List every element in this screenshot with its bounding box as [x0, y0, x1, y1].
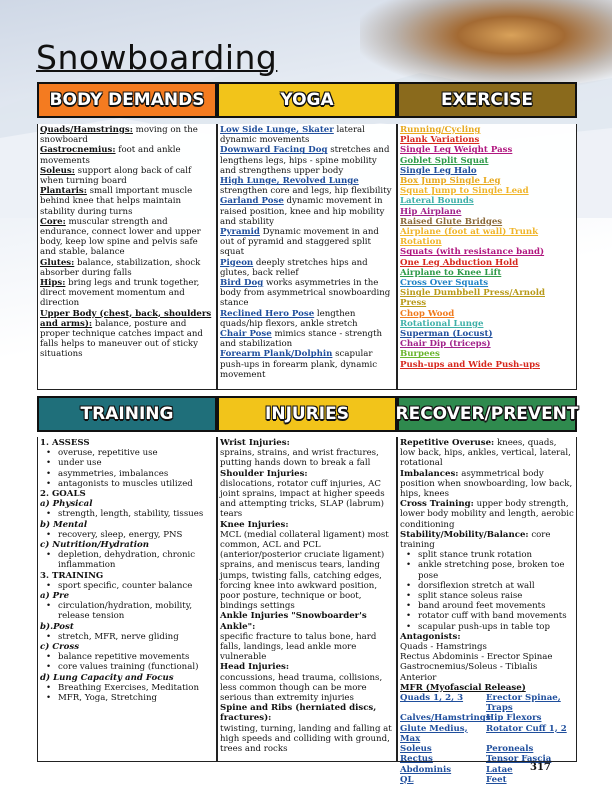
- list-item: • stretch, MFR, nerve gliding: [40, 632, 214, 642]
- injury-heading: Shoulder Injuries:: [220, 468, 308, 479]
- body-demand-item: [40, 145, 214, 165]
- antagonist-pair: Gastrocnemius/Soleus - Tibialis Anterior: [400, 662, 538, 683]
- body-demand-item: [40, 166, 214, 186]
- yoga-item: [220, 227, 394, 258]
- list-item: • split stance soleus raise: [400, 591, 574, 601]
- imbalance-heading: Imbalances:: [400, 468, 459, 479]
- muscle-desc: bring legs and trunk together, direct movement momentum and direction: [40, 278, 200, 309]
- exercise-link[interactable]: One Leg Abduction Hold: [400, 257, 519, 268]
- mfr-link[interactable]: Hip Flexors: [486, 713, 542, 724]
- mental-title: b) Mental: [40, 519, 88, 530]
- page-number: 317: [530, 762, 551, 773]
- body-demand-item: [40, 125, 214, 145]
- exercise-link[interactable]: Box Jump Single Leg: [400, 176, 501, 187]
- yoga-pose-link[interactable]: High Lunge, Revolved Lunge: [220, 176, 359, 187]
- exercise-link[interactable]: Cross Over Squats: [400, 278, 489, 289]
- list-item: • strength, length, stability, tissues: [40, 509, 214, 519]
- yoga-pose-link[interactable]: Garland Pose: [220, 196, 284, 207]
- list-item: • MFR, Yoga, Stretching: [40, 693, 214, 703]
- muscle-term: Gastrocnemius:: [40, 145, 116, 156]
- imbalance-block: [400, 469, 574, 500]
- stability-block: [400, 530, 574, 550]
- mfr-link[interactable]: QL: [400, 774, 414, 785]
- mental-list: [40, 530, 214, 540]
- list-item: • band around feet movements: [400, 601, 574, 611]
- mfr-link[interactable]: Rectus Abdominis: [400, 754, 452, 775]
- muscle-term: Hips:: [40, 278, 66, 289]
- body-demand-item: [40, 186, 214, 217]
- exercise-link[interactable]: Superman (Locust): [400, 329, 493, 340]
- exercise-link[interactable]: Squat Jump to Single Lead: [400, 186, 529, 197]
- muscle-term: Plantaris:: [40, 186, 87, 197]
- yoga-item: [220, 196, 394, 227]
- exercise-link[interactable]: Raised Glute Bridges: [400, 216, 503, 227]
- overuse-block: [400, 438, 574, 469]
- yoga-desc: strengthen core and legs, hip flexibility: [220, 186, 392, 197]
- assess-list: [40, 448, 214, 489]
- yoga-desc: scapular push-ups in forearm plank, dynamic movement: [220, 349, 378, 380]
- exercise-link[interactable]: Plank Variations: [400, 135, 480, 146]
- list-item: • under use: [40, 458, 214, 468]
- overuse-desc: knees, quads, low back, hips, ankles, vertical, lateral, rotational: [400, 438, 571, 469]
- exercise-link[interactable]: Airplane (foot at wall) Trunk Rotation: [400, 227, 539, 248]
- injury-heading: Spine and Ribs (herniated discs, fractures):: [220, 703, 377, 724]
- mfr-link[interactable]: Calves/Hamstrings: [400, 713, 491, 724]
- cross-desc: upper body strength, lower body mobility and length, aerobic conditioning: [400, 499, 574, 530]
- muscle-term: Glutes:: [40, 257, 75, 268]
- yoga-desc: lengthen quads/hip flexors, ankle stretch: [220, 308, 358, 329]
- yoga-desc: lateral dynamic movements: [220, 125, 365, 146]
- muscle-desc: balance, posture and proper technique catches impact and falls helps to maneuver out of sticky situations: [40, 318, 203, 360]
- muscle-desc: small important muscle behind knee that helps maintain stability during turns: [40, 186, 193, 217]
- exercise-link[interactable]: Push-ups and Wide Push-ups: [400, 359, 540, 370]
- list-item: • circulation/hydration, mobility, release tension: [40, 601, 214, 621]
- antagonists-heading: Antagonists:: [400, 631, 461, 642]
- yoga-item: [220, 258, 394, 278]
- exercise-link[interactable]: Single Dumbbell Press/Arnold Press: [400, 288, 545, 309]
- post-list: [40, 632, 214, 642]
- stability-desc: core training: [400, 529, 551, 551]
- yoga-item: [220, 125, 394, 145]
- injury-heading: Ankle Injuries "Snowboarder's Ankle":: [220, 611, 367, 632]
- mfr-link[interactable]: Erector Spinae, Traps: [486, 693, 561, 714]
- injuries-panel: [217, 437, 397, 762]
- header-exercise: EXERCISE: [397, 82, 577, 118]
- nutrition-list: [40, 550, 214, 570]
- exercise-link[interactable]: Single Leg Halo: [400, 165, 477, 176]
- yoga-item: [220, 278, 394, 309]
- exercise-link[interactable]: Chop Wood: [400, 308, 455, 319]
- injury-heading: Head Injuries:: [220, 662, 290, 673]
- body-demand-item: [40, 258, 214, 278]
- list-item: • overuse, repetitive use: [40, 448, 214, 458]
- list-item: • core values training (functional): [40, 662, 214, 672]
- exercise-link[interactable]: Lateral Bounds: [400, 196, 474, 207]
- exercise-link[interactable]: Single Leg Weight Pass: [400, 145, 513, 156]
- list-item: • rotator cuff with band movements: [400, 611, 574, 621]
- exercise-link[interactable]: Squats (with resistance band): [400, 247, 545, 258]
- list-item: • recovery, sleep, energy, PNS: [40, 530, 214, 540]
- list-item: • Breathing Exercises, Meditation: [40, 683, 214, 693]
- exercise-link[interactable]: Goblet Split Squat: [400, 155, 489, 166]
- yoga-item: [220, 145, 394, 176]
- injury-desc: dislocations, rotator cuff injuries, AC joint sprains, impact at higher speeds and attempting tricks, SLAP (labrum) tears: [220, 478, 385, 520]
- goals-title: 2. GOALS: [40, 489, 86, 500]
- body-demands-panel: [37, 124, 217, 390]
- exercise-link[interactable]: Running/Cycling: [400, 125, 481, 135]
- nutrition-title: c) Nutrition/Hydration: [40, 540, 149, 551]
- yoga-item: [220, 349, 394, 380]
- muscle-term: Quads/Hamstrings:: [40, 125, 133, 135]
- list-item: • balance repetitive movements: [40, 652, 214, 662]
- mfr-link[interactable]: Feet: [486, 774, 507, 785]
- training-list: [40, 581, 214, 591]
- stability-heading: Stability/Mobility/Balance:: [400, 529, 529, 540]
- imbalance-desc: asymmetrical body position when snowboarding, low back, hips, knees: [400, 468, 573, 500]
- muscle-term: Soleus:: [40, 165, 75, 176]
- muscle-desc: support along back of calf when turning board: [40, 165, 192, 187]
- yoga-desc: stretches and lengthens legs, hips - spine mobility and strengthens upper body: [220, 145, 390, 176]
- mfr-link[interactable]: Glute Medius, Max: [400, 723, 468, 744]
- pre-list: [40, 601, 214, 621]
- header-body-demands: BODY DEMANDS: [37, 82, 217, 118]
- exercise-link[interactable]: Airplane to Knee Lift: [400, 267, 502, 278]
- mfr-link[interactable]: Quads 1, 2, 3: [400, 693, 464, 704]
- body-demand-item: [40, 217, 214, 258]
- pre-title: a) Pre: [40, 591, 70, 602]
- yoga-pose-link[interactable]: Pigeon: [220, 257, 254, 268]
- assess-title: 1. ASSESS: [40, 438, 90, 448]
- yoga-desc: works asymmetries in the body from asymmetrical snowboarding stance: [220, 278, 391, 309]
- header-yoga: YOGA: [217, 82, 397, 118]
- header-training: TRAINING: [37, 396, 217, 432]
- cross-heading: Cross Training:: [400, 499, 474, 510]
- yoga-pose-link[interactable]: Bird Dog: [220, 278, 264, 289]
- list-item: • ankle stretching pose, broken toe pose: [400, 560, 574, 580]
- list-item: • sport specific, counter balance: [40, 581, 214, 591]
- yoga-item: [220, 329, 394, 349]
- exercise-link[interactable]: Chair Dip (triceps): [400, 339, 491, 350]
- muscle-desc: balance, stabilization, shock absorber during falls: [40, 257, 201, 278]
- yoga-desc: Dynamic movement in and out of pyramid and staggered split squat: [220, 227, 379, 258]
- cross-block: [400, 499, 574, 530]
- list-item: • split stance trunk rotation: [400, 550, 574, 560]
- physical-list: [40, 509, 214, 519]
- injury-heading: Wrist Injuries:: [220, 438, 290, 448]
- yoga-panel: [217, 124, 397, 390]
- snowboarder-photo: [360, 0, 612, 88]
- yoga-pose-link[interactable]: Low Side Lunge, Skater: [220, 125, 334, 135]
- yoga-pose-link[interactable]: Chair Pose: [220, 329, 272, 340]
- exercise-link[interactable]: Burpees: [400, 349, 440, 360]
- yoga-desc: deeply stretches hips and glutes, back relief: [220, 257, 368, 278]
- list-item: • asymmetries, imbalances: [40, 469, 214, 479]
- yoga-item: [220, 176, 394, 196]
- training-title: 3. TRAINING: [40, 570, 104, 581]
- yoga-pose-link[interactable]: Reclined Hero Pose: [220, 308, 315, 319]
- yoga-desc: mimics stance - strength and stabilization: [220, 329, 383, 350]
- antagonist-pair: Quads - Hamstrings: [400, 642, 487, 653]
- list-item: • depletion, dehydration, chronic inflammation: [40, 550, 214, 570]
- mfr-link[interactable]: Tensor Fascia Latae: [486, 754, 552, 775]
- yoga-pose-link[interactable]: Forearm Plank/Dolphin: [220, 349, 333, 360]
- cross-list: [40, 652, 214, 672]
- mfr-link[interactable]: Peroneals: [486, 744, 534, 755]
- injury-heading: Knee Injuries:: [220, 519, 289, 530]
- list-item: • antagonists to muscles utilized: [40, 479, 214, 489]
- injury-desc: twisting, turning, landing and falling at high speeds and colliding with ground, trees and rocks: [220, 723, 392, 755]
- header-recover-prevent: RECOVER/PREVENT: [397, 396, 577, 432]
- muscle-term: Upper Body (chest, back, shoulders and arms):: [40, 308, 212, 329]
- list-item: • dorsiflexion stretch at wall: [400, 581, 574, 591]
- yoga-pose-link[interactable]: Downward Facing Dog: [220, 145, 328, 156]
- stability-list: [400, 550, 574, 632]
- yoga-item: [220, 309, 394, 329]
- exercise-link[interactable]: Hip Airplane: [400, 206, 462, 217]
- antagonist-pair: Rectus Abdominis - Erector Spinae: [400, 652, 553, 663]
- mfr-link[interactable]: Soleus: [400, 744, 432, 755]
- injury-desc: MCL (medial collateral ligament) most common, ACL and PCL (anterior/posterior cruciate ligament) sprains, and meniscus tears, landing jumps, twisting falls, catching edges, forcing knee into awkward position, poor posture, technique or boot, bindings settings: [220, 529, 389, 612]
- body-demand-item: [40, 309, 214, 360]
- muscle-desc: muscular strength and endurance, connect lower and upper body, keep low spine and pelvis safe and stable, balance: [40, 216, 201, 258]
- page-title: Snowboarding: [36, 38, 278, 77]
- training-panel: [37, 437, 217, 762]
- cross-title: c) Cross: [40, 642, 80, 653]
- mfr-heading: MFR (Myofascial Release): [400, 682, 526, 693]
- muscle-term: Core:: [40, 216, 66, 227]
- mfr-link[interactable]: Rotator Cuff 1, 2: [486, 723, 567, 734]
- lung-title: d) Lung Capacity and Focus: [40, 672, 174, 683]
- exercise-link[interactable]: Rotational Lunge: [400, 318, 484, 329]
- injury-desc: specific fracture to talus bone, hard falls, landings, lead ankle more vulnerable: [220, 631, 377, 663]
- muscle-desc: moving on the snowboard: [40, 125, 198, 146]
- header-injuries: INJURIES: [217, 396, 397, 432]
- post-title: b).Post: [40, 621, 74, 632]
- injury-desc: concussions, head trauma, collisions, less common though can be more serious than extremity injuries: [220, 672, 383, 704]
- body-demand-item: [40, 278, 214, 309]
- list-item: • scapular push-ups in table top: [400, 622, 574, 632]
- yoga-desc: dynamic movement in raised position, knee and hip mobility and stability: [220, 196, 385, 227]
- yoga-pose-link[interactable]: Pyramid: [220, 227, 260, 238]
- physical-title: a) Physical: [40, 499, 93, 510]
- injury-desc: sprains, strains, and wrist fractures, putting hands down to break a fall: [220, 448, 379, 469]
- overuse-heading: Repetitive Overuse:: [400, 438, 495, 448]
- exercise-panel: [397, 124, 577, 390]
- muscle-desc: foot and ankle movements: [40, 145, 181, 166]
- lung-list: [40, 683, 214, 703]
